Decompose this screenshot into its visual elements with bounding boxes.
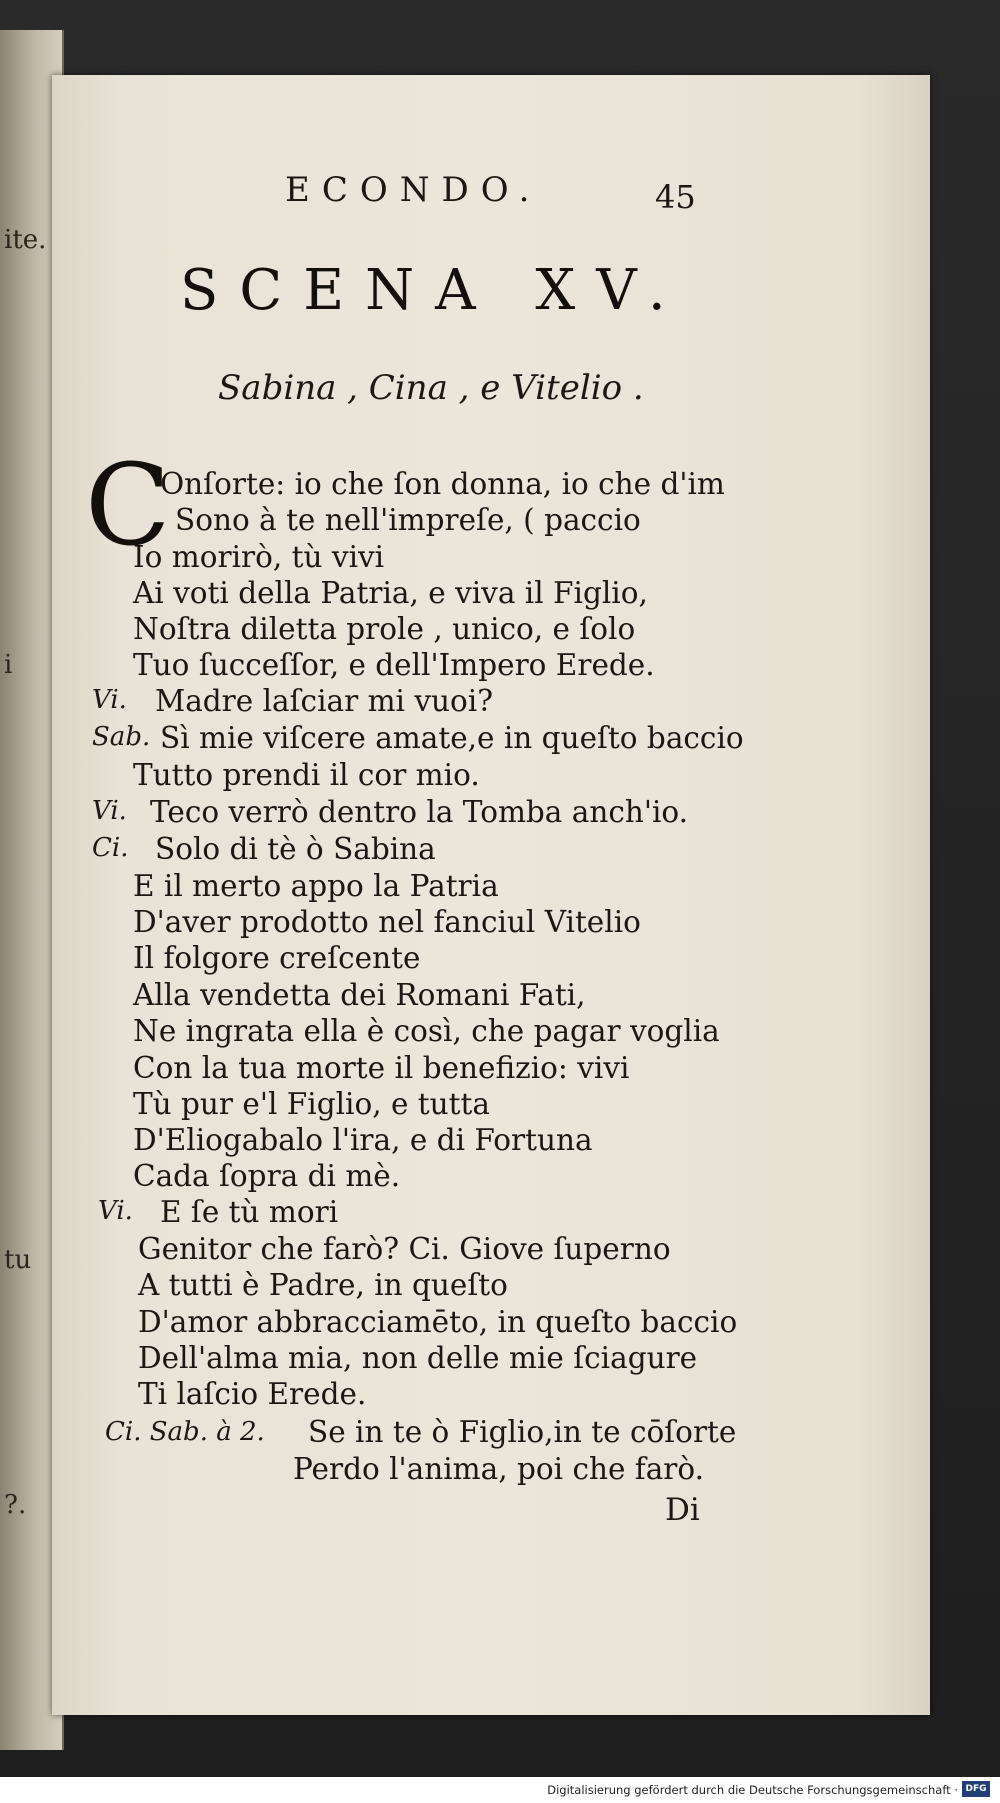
verse-line: Alla vendetta dei Romani Fati, xyxy=(133,978,586,1012)
verse-line: Io morirò, tù vivi xyxy=(133,540,385,574)
prev-page-fragment: ite. xyxy=(4,225,47,255)
verse-line: Ti laſcio Erede. xyxy=(138,1377,367,1411)
verse-line: Tutto prendi il cor mio. xyxy=(133,758,480,792)
speaker-label: Vi. xyxy=(92,796,127,826)
speaker-label: Vi. xyxy=(92,685,127,715)
footer-credit: Digitalisierung gefördert durch die Deutsche Forschungsgemeinschaft · xyxy=(547,1783,958,1797)
running-head: ECONDO. xyxy=(285,170,542,210)
page-number: 45 xyxy=(655,178,696,216)
verse-line: Perdo l'anima, poi che farò. xyxy=(293,1452,705,1486)
verse-line: A tutti è Padre, in queſto xyxy=(138,1268,508,1302)
prev-page-fragment: i xyxy=(4,650,13,680)
verse-line: Sì mie viſcere amate,e in queſto baccio xyxy=(160,721,744,755)
verse-line: Dell'alma mia, non delle mie ſciagure xyxy=(138,1341,698,1375)
verse-line: Teco verrò dentro la Tomba anch'io. xyxy=(150,795,689,829)
prev-page-fragment: tu xyxy=(4,1245,32,1275)
verse-line: Ai voti della Patria, e viva il Figlio, xyxy=(133,576,648,610)
verse-line: Madre laſciar mi vuoi? xyxy=(155,684,494,718)
prev-page-fragment: ?. xyxy=(4,1490,27,1520)
verse-line: Onſorte: io che ſon donna, io che d'im xyxy=(160,467,725,501)
verse-line: E il merto appo la Patria xyxy=(133,869,499,903)
verse-line: Ne ingrata ella è così, che pagar voglia xyxy=(133,1014,720,1048)
verse-line: D'amor abbracciamēto, in queſto baccio xyxy=(138,1305,738,1339)
verse-line: Tù pur e'l Figlio, e tutta xyxy=(133,1087,490,1121)
scene-title: SCENA XV. xyxy=(180,258,687,323)
speaker-label: Sab. xyxy=(92,722,151,752)
speaker-label: Ci. xyxy=(92,833,129,863)
persons-list: Sabina , Cina , e Vitelio . xyxy=(218,368,644,408)
catchword: Di xyxy=(665,1492,700,1528)
verse-line: Sono à te nell'impreſe, ( paccio xyxy=(175,503,641,537)
verse-line: Cada ſopra di mè. xyxy=(133,1159,401,1193)
drop-cap: C xyxy=(85,441,171,571)
verse-line: Se in te ò Figlio,in te cōſorte xyxy=(308,1415,737,1449)
speaker-label: Vi. xyxy=(98,1196,133,1226)
verse-line: Il folgore creſcente xyxy=(133,941,421,975)
verse-line: E ſe tù mori xyxy=(160,1195,339,1229)
verse-line: Tuo ſucceſſor, e dell'Impero Erede. xyxy=(133,648,655,682)
verse-line: Noſtra diletta prole , unico, e ſolo xyxy=(133,612,636,646)
speaker-label: Ci. Sab. à 2. xyxy=(105,1417,265,1447)
verse-line: Genitor che farò? Ci. Giove ſuperno xyxy=(138,1232,671,1266)
dfg-logo: DFG xyxy=(962,1781,990,1797)
verse-line: D'aver prodotto nel fanciul Vitelio xyxy=(133,905,641,939)
verse-line: D'Eliogabalo l'ira, e di Fortuna xyxy=(133,1123,593,1157)
verse-line: Solo di tè ò Sabina xyxy=(155,832,436,866)
verse-line: Con la tua morte il benefizio: vivi xyxy=(133,1051,630,1085)
